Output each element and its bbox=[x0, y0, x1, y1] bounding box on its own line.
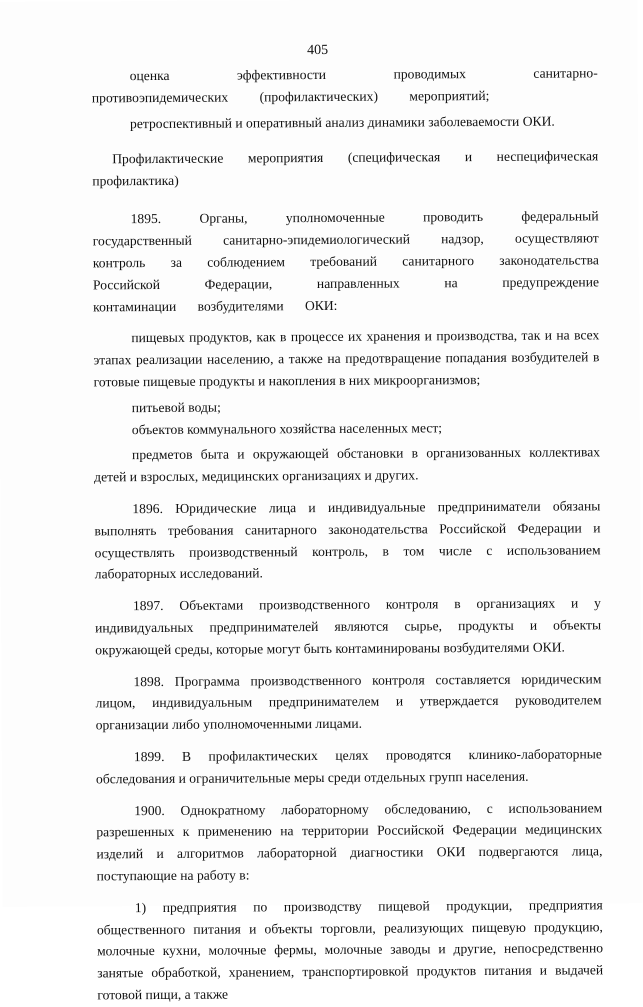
paragraph-1897: 1897. Объектами производственного контроля в организациях и у индивидуальных предпринимателей являются сырье, продукты и объекты окружающей среды, которые могут быть контаминированы возбудителями ОКИ. bbox=[95, 595, 602, 658]
document-body bbox=[92, 62, 604, 1006]
paragraph-1895-food: пищевых продуктов, как в процессе их хранения и производства, так и на всех этапах реализации населению, а также на предотвращение попадания возбудителей в готовые пищевые продукты и накопления в них микроорганизмов; bbox=[93, 327, 600, 390]
paragraph-1896: 1896. Юридические лица и индивидуальные предприниматели обязаны выполнять требования санитарного законодательства Российской Федерации и осуществлять производственный контроль, в том числе с использованием лабораторных исследований. bbox=[94, 498, 601, 582]
page-number: 405 bbox=[307, 42, 329, 59]
paragraph-1895-water: питьевой воды; bbox=[131, 399, 221, 415]
paragraph-1895-utilities: объектов коммунального хозяйства населенных мест; bbox=[131, 419, 443, 437]
paragraph-1899: 1899. В профилактических целях проводятся клинико-лабораторные обследования и ограничительные меры среди отдельных групп населения. bbox=[95, 746, 602, 787]
paragraph-1895: 1895. Органы, уполномоченные проводить федеральный государственный санитарно-эпидемиологический надзор, осуществляют контроль за соблюдением требований санитарного законодательства Российской Федерации, направленных на предупреждение контаминации возбудителями ОКИ: bbox=[92, 208, 600, 314]
section-heading: Профилактические мероприятия (специфическая и неспецифическая профилактика) bbox=[92, 148, 599, 189]
paragraph-intro-analysis: ретроспективный и оперативный анализ динамики заболеваемости ОКИ. bbox=[129, 113, 555, 131]
paragraph-1900-item-1: 1) предприятия по производству пищевой продукции, предприятия общественного питания и объекты торговли, реализующих пищевую продукцию, молочные кухни, молочные фермы, молочные заводы и другие, непосредственно занятые обработкой, хранением, транспортировкой продуктов питания и выдачей готовой пищи, а также bbox=[96, 896, 604, 1003]
paragraph-1895-household: предметов быта и окружающей обстановки в организованных коллективах детей и взрослых, медицинских организациях и других. bbox=[94, 444, 601, 485]
paragraph-1900: 1900. Однократному лабораторному обследованию, с использованием разрешенных к применению на территории Российской Федерации медицинских изделий и алгоритмов лабораторной диагностики ОКИ подвергаются лица, поступающие на работу в: bbox=[96, 799, 603, 884]
paragraph-1898: 1898. Программа производственного контроля составляется юридическим лицом, индивидуальным предпринимателем и утверждается руководителем организации либо уполномоченными лицами. bbox=[95, 670, 602, 733]
paragraph-intro-assessment: оценка эффективности проводимых санитарно-противоэпидемических (профилактических) мероприятий; bbox=[91, 65, 598, 106]
